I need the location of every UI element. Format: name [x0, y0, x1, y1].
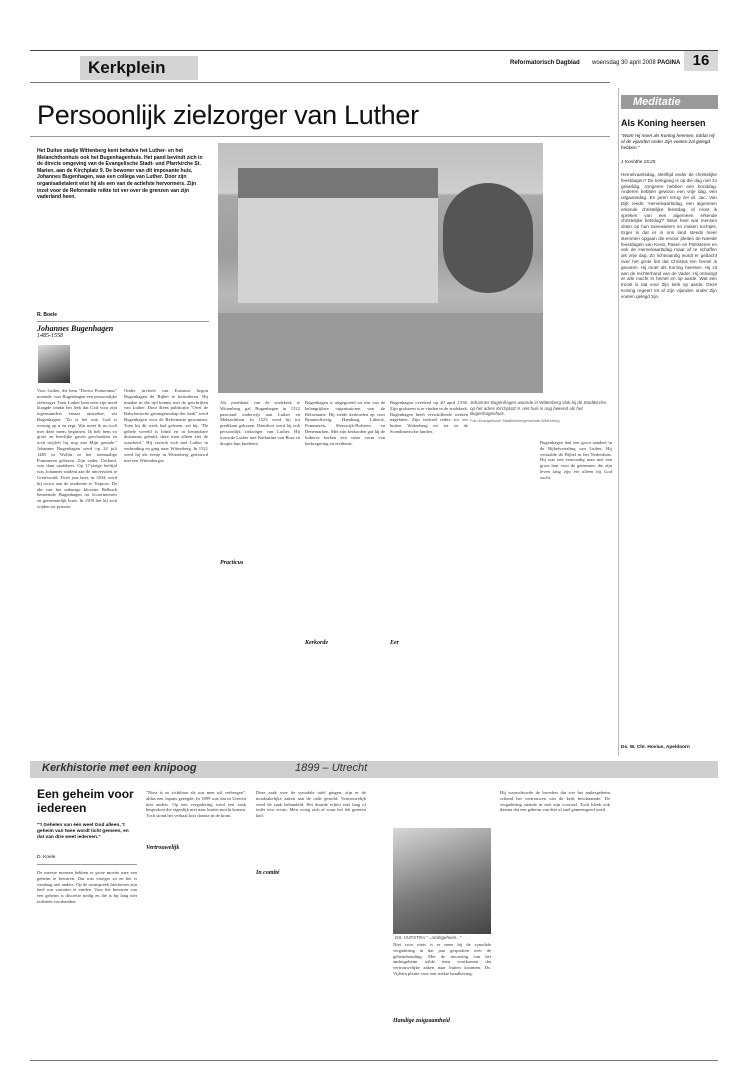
kh-headline: Een geheim voor iedereen [37, 787, 134, 815]
kh-col5: Hij waarschuwde de broeders dat wie het ambtsgeheim schond het vertrouwen van de kerk beschaamde. De vergadering stemde in met zijn voorstel. Toch bleek ook daarna dat een geheim van drie al snel gemeengoed werd. [500, 790, 610, 813]
kerkhistorie-year: 1899 – Utrecht [295, 762, 368, 774]
portrait-caption: DS. VIJFSTRA "...ambtgeheim..." [395, 935, 462, 940]
photo-caption-text: Johannes Bugenhagen woonde in Wittenberg vlak bij de Stadtkirche, op het adres Kirchplatz 9. Het huis is nog bekend als het Bugenhagenhuis. [470, 400, 608, 417]
newspaper-name: Reformatorisch Dagblad [510, 60, 580, 66]
tree [443, 183, 533, 293]
column-divider [618, 88, 619, 756]
building-wall [238, 193, 438, 303]
meditatie-label [621, 95, 718, 109]
kh-author: D. Koele [37, 855, 56, 860]
kh-subhead-comite: In comité [256, 870, 280, 876]
main-col3: Als predikant van de stadskerk te Wittenberg gaf Bugenhagen in 1522 pastoraal onderwijs aan Luther en Melanchthon. In 1523 werd hij tot predikant gekozen. Daardoor werd hij ook persoonlijk zielzorger van Luther. Hij trouwde Luther met Katharina von Bora en doopte hun kinderen. [220, 400, 300, 446]
main-col5: Bugenhagen overleed op 20 april 1558. Zijn grafsteen is te vinden in de stadskerk. Bugenhagen heeft verschillende werken nagelaten. Zijn invloed reikte tot ver buiten Wittenberg en tot in de Scandinavische landen. [390, 400, 468, 434]
main-col2: Onder invloed van Erasmus begon Bugenhagen de Bijbel te bestuderen. Hij maakte in die tijd kennis met de geschriften van Luther. Door diens publicatie "Over de Babylonische gevangenschap der kerk" werd Bugenhagen voor de Reformatie gewonnen. Toen hij dit werk had gelezen, zei hij: "De gehele wereld is blind en in kennisbare duisternis gehuld; deze man alleen ziet de waarheid." Hij vertrok zich met Luther in verbinding en ging naar Wittenberg. In 1521 werd hij als eerste in Wittenberg getrouwd met een Wittenbergse. [124, 388, 208, 463]
bugenhagen-portrait [38, 345, 70, 383]
kerkhistorie-label: Kerkhistorie met een knipoog [42, 762, 197, 774]
header-top-rule [30, 50, 718, 51]
kerkhistorie-banner [30, 761, 718, 778]
subhead-eer: Eer [390, 640, 399, 646]
photo-caption [470, 400, 610, 424]
kh-col1: De meeste mensen hebben er grote moeite mee een geheim te bewaren. Dat was vroeger zo en het is vandaag niet anders. Op de ruimspreek hierboven zijn heel wat variaties te vinden. Voor het bewaren van een geheim is discretie nodig en die is bij lang niet iedereen voorhanden. [37, 870, 137, 904]
meditatie-quote: "Want Hij moet als Koning heersen, totdat Hij al de vijanden onder Zijn voeten zal gelegd hebben." [621, 133, 715, 150]
meditatie-body: Hemelvaartsdag, sleeftijd onder de christelijke feestdagen? De kerkgang is op die dag niet zo geweldig. Jongeren hebben een bonddag. Anderen hebben gewoon een vrije dag, een uitgaansdag. En jaren terug zei dr. Jac. Van Dijk reeds: 'Hemelvaartsdag, een algemeen erkende christelijke feestdag, of moet ik spreken van een algemeen erkende christelijke fietsdag?' Want heel wat mensen zitten op hun tweewielers en maken tochtjes. Erger is dat er in ons land steeds meer stemmen opgaan die ervoor pleiten de tweede feestdagen van Kerst, Pasen en Pinksteren en ook de Hemelvaartsdag maar af te schaffen als vrije dag. Zo lichtvaardig wordt er gedacht over het grote feit dat Christus ten hemel is gevaren. Hij moet als Koning heersen. Hij zit aan de rechterhand van de Vader. Hij ontvangt er alle macht in hemel en op aarde. Wat een troost is dat voor Zijn kerk op aarde. Deze Koning regeert tot al Zijn vijanden onder Zijn voeten gelegd zijn. [621, 172, 717, 299]
vijfstra-portrait [393, 828, 491, 934]
author: R. Boele [37, 312, 58, 318]
subject-years: 1485-1558 [37, 333, 63, 339]
subject-name: Johannes Bugenhagen [37, 324, 114, 333]
kh-subhead-vertrouwelijk: Vertrouwelijk [146, 845, 180, 851]
page-number: 16 [684, 51, 718, 71]
page-bottom-rule [30, 1060, 718, 1061]
kh-col2: "Niets is zo zichtbaar als wat men wil verbergen", aldus een Japans gezegde. In 1899 was dat in Utrecht niet anders. Op een vergadering werd een zaak besproken die eigenlijk niet naar buiten mocht komen. Toch stond het verhaal kort daarna in de krant. [146, 790, 246, 819]
meditatie-title: Als Koning heersen [621, 118, 706, 128]
kh-col3: Deze zaak over de synodale tafel gingen, zijn er de noodzakelijke zaken aan de orde gesteld. Vertrouwelijk werd de zaak behandeld. Het duurde echter niet lang of ieder wist ervan. Men vroeg zich af waar het lek gezeten had. [256, 790, 366, 819]
meditatie-signature: Ds. W. Chr. Hovius, Apeldoorn [621, 745, 690, 750]
subhead-kerkorde: Kerkorde [305, 640, 328, 646]
header-bottom-rule [30, 82, 610, 83]
intro: Het Duitse stadje Wittenberg kent behalve het Luther- en het Melanchthonhuis ook het Bugenhagenhuis. Het pand bevindt zich in de directe omgeving van de Evangelische Stadt- und Pfarrkirche St. Marien, aan de Kirchplatz 9. De bewoner van dit imposante huis, Johannes Bugenhagen, was een collega van Luther. Door zijn organisatietalent wist hij als een van de actiefste hervormers. Zijn inzet voor de Reformatie reikte tot ver over de grenzen van zijn vaderland heen. [37, 148, 203, 201]
photo-credit: Foto Evangelische Stadtkirchengemeinde Wittenberg [470, 418, 560, 423]
meditatie-ref: 1 Korinthe 15:25 [621, 159, 656, 164]
main-col6: Bugenhagen had een groot aandeel in de Bijbelvertaling van Luther. Hij vertaalde de Bijbel in het Nederduits. Hij was een eenvoudig man met een groot hart voor de gemeente, die zijn leven lang zijn eer alleen bij God zocht. [540, 440, 612, 480]
meditatie-label-text: Meditatie [633, 96, 681, 108]
square [218, 313, 543, 393]
bugenhagenhuis-photo [218, 143, 543, 393]
page-label: PAGINA [657, 60, 681, 66]
intro-rule [37, 321, 209, 322]
kh-lead: "'t Gehelen van één weet God alleen, 't geheim van twee wordt licht gemeen, en dat van drie weet iedereen." [37, 823, 129, 840]
section-title: Kerkplein [80, 56, 198, 80]
main-col1: Voor Luther, die hem "Doctor Pomeranus" noemde, was Bugenhagen een persoonlijke zielzorger. Toen Luther hem eens zijn nood klaagde omdat het leek dat God voor zijn tegenstanders ernaar uitstrekte, zei Bugenhagen: "Zo is het ook. God is toornig op u en zegt: Wat moet ik nu toch met deze mens beginnen. Ik heb hem zo grote en heerlijke gaven geschonken en toch twijfelt hij nog aan Mijn genade." Johannes Bugenhagen werd op 24 juli 1485 in Wollin in het toenmalige Pommeren geboren. Zijn vader, Gerhard, was daar raadsheer. Op 17-jarige leeftijd was Johannes student aan de universiteit te Greifswald. Twee jaar later, in 1504, werd hij rector aan de academie te Treptow. De abt van het naburige klooster Belbuck benoemde Bugenhagen tot lectormeester en gemeentelijk lezer. In 1509 liet hij zich wijden tot priester. [37, 388, 117, 509]
building-roof [238, 168, 438, 198]
date-text: woensdag 30 april 2008 [592, 60, 656, 66]
headline-rule [30, 136, 610, 137]
main-col4: Bugenhagen is uitgegroeid tot een van de belangrijkste organisatoren van de Reformatie. Hij stelde kerkorden op voor Braunschweig, Hamburg, Lübeck, Pommeren, Sleeswijk-Holstein en Denemarken. Met zijn kerkorden gaf hij de lutherse kerken een vaste vorm van kerkregering en eredienst. [305, 400, 385, 446]
subhead-practicus: Practicus [220, 560, 244, 566]
kh-subhead-zuigzaamheid: Handige zuigzaamheid [393, 1018, 450, 1024]
kh-col4: Niet voor niets is er meer bij de synodale vergadering in dat jaar gesproken over de geheimhouding. Met de invoering van het ambtsgeheim wilde men voorkomen dat vertrouwelijke zaken naar buiten kwamen. Ds. Vijfstra pleitte voor een strikte handhaving. [393, 942, 491, 976]
headline: Persoonlijk zielzorger van Luther [37, 100, 419, 130]
date [592, 60, 680, 66]
kh-rule [37, 864, 137, 865]
